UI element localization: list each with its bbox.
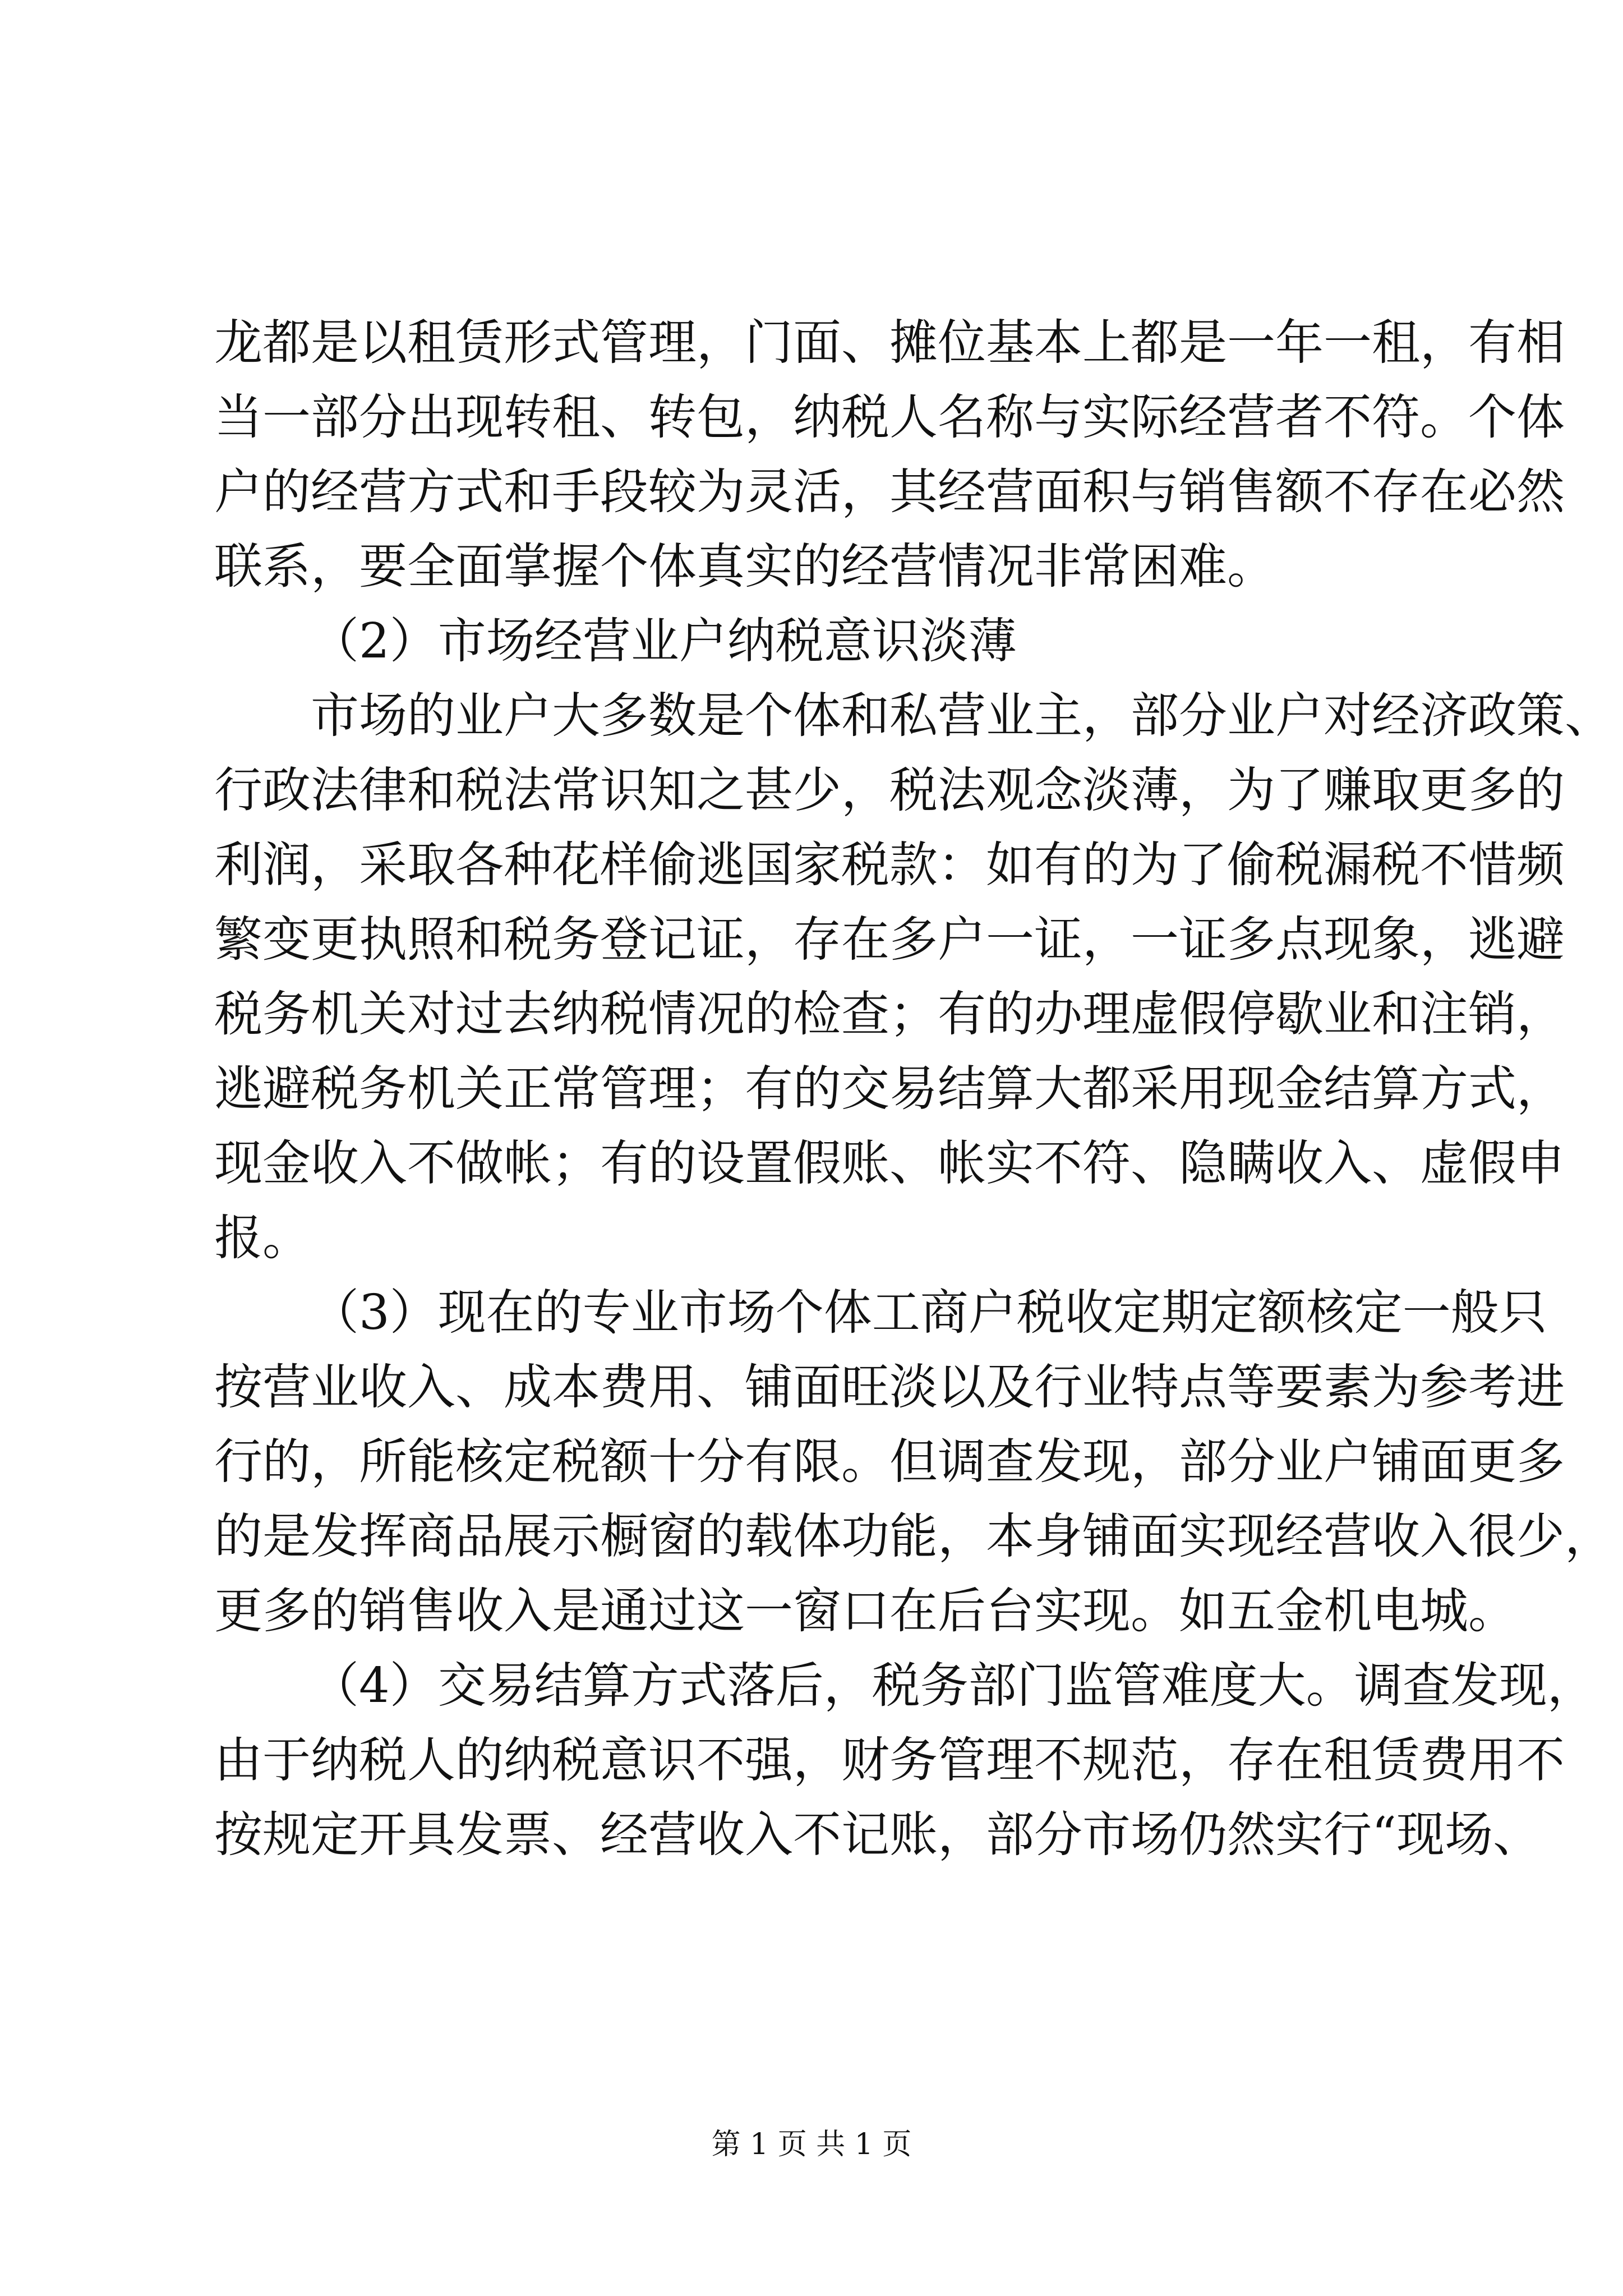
body-line: 户的经营方式和手段较为灵活，其经营面积与销售额不存在必然 xyxy=(214,464,1565,520)
page-footer: 第 1 页 共 1 页 xyxy=(711,2128,912,2161)
body-line: 行的，所能核定税额十分有限。但调查发现，部分业户铺面更多 xyxy=(214,1434,1565,1490)
body-line: 现金收入不做帐；有的设置假账、帐实不符、隐瞒收入、虚假申 xyxy=(214,1135,1565,1191)
document-body xyxy=(214,306,1613,1872)
body-line: 按规定开具发票、经营收入不记账，部分市场仍然实行“现场、 xyxy=(214,1807,1541,1863)
body-line: 报。 xyxy=(214,1210,311,1266)
body-line: 联系，要全面掌握个体真实的经营情况非常困难。 xyxy=(214,539,1275,595)
body-line: 利润，采取各种花样偷逃国家税款：如有的为了偷税漏税不惜频 xyxy=(214,837,1565,893)
body-line: 逃避税务机关正常管理；有的交易结算大都采用现金结算方式， xyxy=(214,1061,1565,1117)
body-line: 当一部分出现转租、转包，纳税人名称与实际经营者不符。个体 xyxy=(214,389,1565,445)
body-line: （3）现在的专业市场个体工商户税收定期定额核定一般只 xyxy=(311,1285,1547,1341)
body-line: 更多的销售收入是通过这一窗口在后台实现。如五金机电城。 xyxy=(214,1583,1516,1639)
body-line: 的是发挥商品展示橱窗的载体功能，本身铺面实现经营收入很少， xyxy=(214,1508,1613,1565)
body-line: 行政法律和税法常识知之甚少，税法观念淡薄，为了赚取更多的 xyxy=(214,762,1565,818)
body-line: 龙都是以租赁形式管理，门面、摊位基本上都是一年一租，有相 xyxy=(214,315,1565,371)
section-heading: （2）市场经营业户纳税意识淡薄 xyxy=(311,613,1017,669)
body-line: 市场的业户大多数是个体和私营业主，部分业户对经济政策、 xyxy=(311,688,1613,744)
body-line: 繁变更执照和税务登记证，存在多户一证，一证多点现象，逃避 xyxy=(214,912,1565,968)
body-line: 按营业收入、成本费用、铺面旺淡以及行业特点等要素为参考进 xyxy=(214,1359,1565,1415)
body-line: 税务机关对过去纳税情况的检查；有的办理虚假停歇业和注销， xyxy=(214,986,1565,1042)
body-line: 由于纳税人的纳税意识不强，财务管理不规范，存在租赁费用不 xyxy=(214,1732,1565,1788)
body-line: （4）交易结算方式落后，税务部门监管难度大。调查发现， xyxy=(311,1658,1596,1714)
